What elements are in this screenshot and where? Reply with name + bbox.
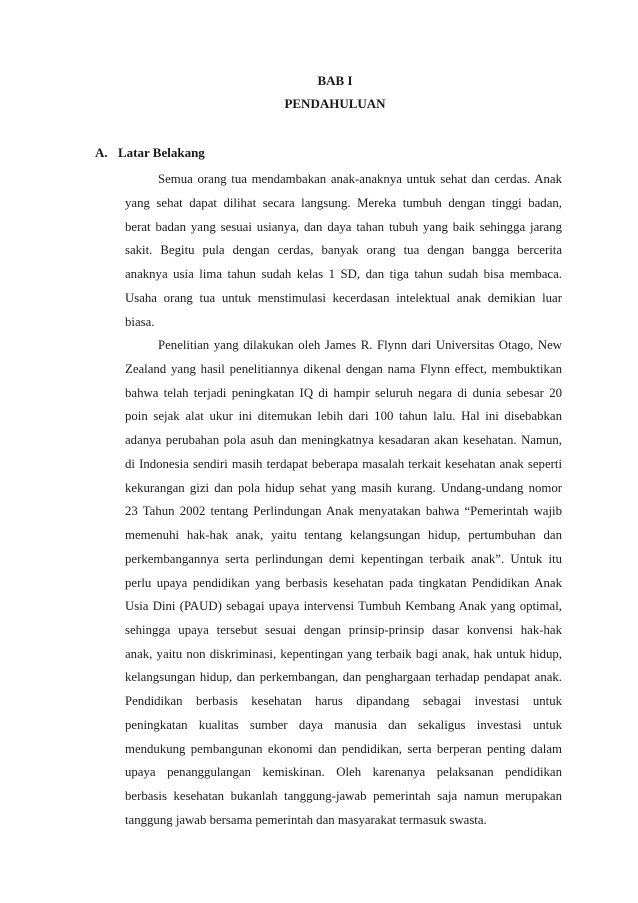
paragraph-line: sehingga upaya tersebut sesuai dengan prinsip-prinsip dasar konvensi hak-hak [125,623,562,637]
paragraph-line: Usaha orang tua untuk menstimulasi kecerdasan intelektual anak demikian luar [125,291,562,305]
paragraph-line: poin sejak alat ukur ini ditemukan lebih dari 100 tahun lalu. Hal ini disebabkan [125,409,562,423]
paragraph-line: peningkatan kualitas sumber daya manusia dan sekaligus investasi untuk [125,718,562,732]
chapter-number: BAB I [317,73,353,88]
chapter-title: PENDAHULUAN [284,96,386,111]
paragraph-line: bahwa telah terjadi peningkatan IQ di hampir seluruh negara di dunia sebesar 20 [125,386,562,400]
paragraph-line: berat badan yang sesuai usianya, dan daya tahan tubuh yang baik sehingga jarang [125,220,562,234]
paragraph-line: perkembangannya serta perlindungan demi kepentingan terbaik anak”. Untuk itu [125,552,562,566]
paragraph-line: Semua orang tua mendambakan anak-anaknya untuk sehat dan cerdas. Anak [158,172,562,186]
paragraph-line: memenuhi hak-hak anak, yaitu tentang kelangsungan hidup, pertumbuhan dan [125,528,562,542]
paragraph-line: anak, yaitu non diskriminasi, kepentingan yang terbaik bagi anak, hak untuk hidup, [125,647,562,661]
paragraph-line: tanggung jawab bersama pemerintah dan masyarakat termasuk swasta. [125,813,487,827]
paragraph-line: anaknya usia lima tahun sudah kelas 1 SD, dan tiga tahun sudah bisa membaca. [125,267,562,281]
section-heading [95,145,205,161]
paragraph-line: Penelitian yang dilakukan oleh James R. Flynn dari Universitas Otago, New [158,338,562,352]
paragraph-line: Usia Dini (PAUD) sebagai upaya intervensi Tumbuh Kembang Anak yang optimal, [125,599,562,613]
paragraph-line: adanya perubahan pola asuh dan meningkatnya kesadaran akan kesehatan. Namun, [125,433,562,447]
paragraph-line: perlu upaya pendidikan yang berbasis kesehatan pada tingkatan Pendidikan Anak [125,576,562,590]
paragraph-line: mendukung pembangunan ekonomi dan pendidikan, serta berperan penting dalam [125,742,562,756]
section-title: Latar Belakang [118,145,205,160]
paragraph-line: Pendidikan berbasis kesehatan harus dipandang sebagai investasi untuk [125,694,562,708]
paragraph-line: kekurangan gizi dan pola hidup sehat yang masih kurang. Undang-undang nomor [125,481,562,495]
paragraph-line: kelangsungan hidup, dan perkembangan, dan penghargaan terhadap pendapat anak. [125,670,562,684]
paragraph-line: di Indonesia sendiri masih terdapat beberapa masalah terkait kesehatan anak seperti [125,457,562,471]
paragraph-line: yang sehat dapat dilihat secara langsung. Mereka tumbuh dengan tinggi badan, [125,196,562,210]
section-marker: A. [95,145,108,160]
paragraph-line: 23 Tahun 2002 tentang Perlindungan Anak menyatakan bahwa “Pemerintah wajib [125,504,562,518]
paragraph-line: upaya penanggulangan kemiskinan. Oleh karenanya pelaksanan pendidikan [125,765,562,779]
paragraph-line: Zealand yang hasil penelitiannya dikenal dengan nama Flynn effect, membuktikan [125,362,562,376]
paragraph-line: biasa. [125,315,155,329]
paragraph-line: berbasis kesehatan bukanlah tanggung-jawab pemerintah saja namun merupakan [125,789,562,803]
paragraph-line: sakit. Begitu pula dengan cerdas, banyak orang tua dengan bangga bercerita [125,243,562,257]
